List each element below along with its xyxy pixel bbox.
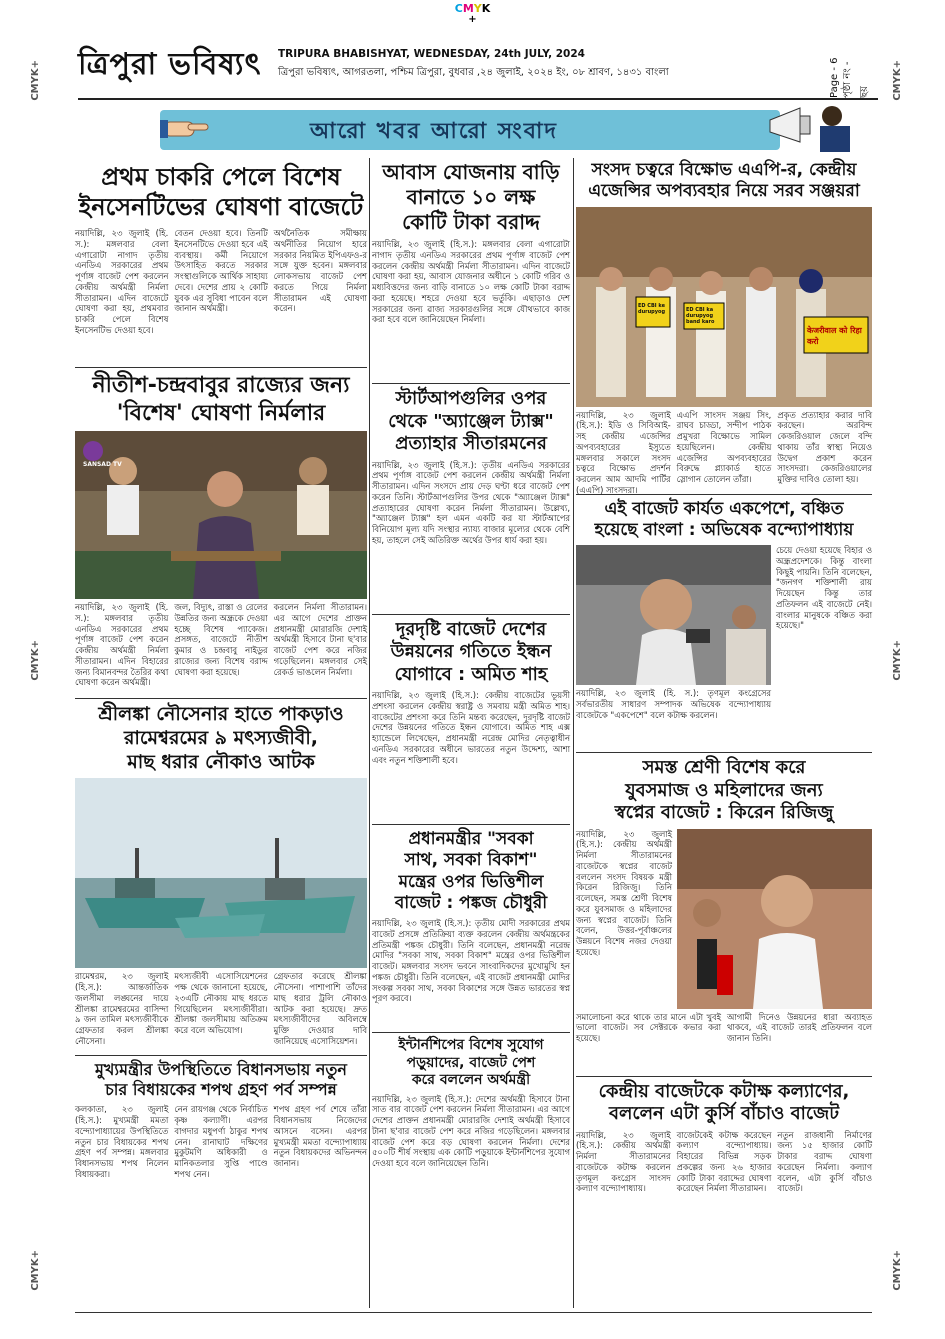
- photo-protest-illustration: [576, 207, 872, 407]
- body-col: বাজেটকেই কটাক্ষ করেছেন কল্যাণ বন্দ্যোপাধ্যায়। বিহারের বিভিন্ন সড়ক প্রকল্পের জন্য ২৬ হাজার কোটি টাকা বরাদ্দের ঘোষণা করেছেন নির্মলা সীতারামন।: [676, 1129, 772, 1194]
- story-special-package: [75, 372, 367, 694]
- story-body: [576, 409, 873, 495]
- masthead-bengali-dateline: ত্রিপুরা ভবিষ্যৎ, আগরতলা, পশ্চিম ত্রিপুরা, বুধবার ,২৪ জুলাই, ২০২৪ ইং, ০৮ শ্রাবণ, ১৪৩১ বাংলা: [278, 67, 669, 78]
- headline: শ্রীলঙ্কা নৌসেনার হাতে পাকড়াও: [98, 703, 344, 725]
- divider: [75, 1055, 367, 1056]
- story-body: [576, 1130, 872, 1202]
- divider: [75, 698, 367, 699]
- story-side-cols: [776, 545, 872, 748]
- masthead: [78, 40, 878, 100]
- story-caption: [576, 1012, 872, 1072]
- headline: যুবসমাজ ও মহিলাদের জন্য: [625, 779, 823, 801]
- registration-plus: +: [468, 14, 477, 25]
- story-body: নয়াদিল্লি, ২৩ জুলাই (হি.স.): তৃতীয় মোদী সরকারের প্রথম বাজেট প্রসঙ্গে প্রতিক্রিয়া ব্যক্ত করলেন কেন্দ্রীয় অর্থমন্ত্রকের প্রতিমন্ত্রী পঙ্কজ চৌধুরী। তিনি বলেছেন, প্রধানমন্ত্রী নরেন্দ্র মোদির "সবকা সাথ, সবকা বিকাশ" মন্ত্রের ওপর ভিত্তিশীল বাজেট। মঙ্গলবার সংসদ ভবনে সাংবাদিকদের মুখোমুখি হন পঙ্কজ চৌধুরী। তিনি বলেছেন, এই বাজেট প্রধানমন্ত্রী মোদির সংকল্প সবকা সাথ, সবকা বিকাশের সঙ্গে উন্নত ভারতের স্বপ্ন পূরণ করবে।: [372, 918, 570, 1004]
- protest-placard: केजरीवाल को रिहा करो: [807, 325, 862, 346]
- body-col: নতুন রাজধানী নির্মাণের জন্য ১৫ হাজার কোটি টাকার বরাদ্দ ঘোষণা করেছেন নির্মলা। কল্যাণ বলেন, এটা কুর্সি বাঁচাও বাজেট।: [777, 1129, 873, 1194]
- body-col: প্রকৃত প্রত্যাহার করার দাবি করছেন। অরবিন্দ কেজরিওয়াল জেলে বন্দি থাকায় তাঁর স্বাস্থ্য নিয়েও উদ্বেগ প্রকাশ করেন সাংসদরা। কেজরিওয়ালের মুক্তির দাবিও তোলা হয়।: [777, 409, 873, 484]
- cmyk-m: M: [462, 2, 474, 15]
- story-aap-protest: [576, 158, 873, 495]
- headline: স্বপ্নের বাজেট : কিরেন রিজিজু: [614, 802, 834, 823]
- story-body: নয়াদিল্লি, ২৩ জুলাই (হি.স.): মঙ্গলবার বেলা এগারোটা নাগাদ তৃতীয় এনডিএ সরকারের প্রথম পূর্ণাঙ্গ বাজেট পেশ করলেন কেন্দ্রীয় অর্থমন্ত্রী নির্মলা সীতারামন। এদিন বাজেটে ঘোষণা করা হয়, আবাস যোজনার অধীনে ১ কোটি গরিব ও মধ্যবিত্তদের জন্য বাড়ি বানাতে ১০ লক্ষ কোটি টাকা বরাদ্দ করা হয়েছে। শহরে দেওয়া হবে ভর্তুকি। এছাড়াও দেশ সরকারের জন্য ৱাজ্য সরকারগুলির সঙ্গে যৌথভাবে কাজ করা হবে বলে জানিয়েছেন নির্মলা।: [372, 239, 570, 325]
- headline: করে বললেন অর্থমন্ত্রী: [411, 1072, 531, 1088]
- divider: [372, 1032, 570, 1033]
- photo-kiren-rijiju: [677, 829, 872, 1009]
- story-amit-shah: [372, 619, 570, 821]
- column-rule-1: [369, 158, 370, 1308]
- body-col: নয়াদিল্লি, ২৩ জুলাই (হি. স.): মঙ্গলবার বেলা এগারোটা নাগাদ তৃতীয় এনডিএ সরকারের প্রথম পূর্ণাঙ্গ বাজেট পেশ করলেন কেন্দ্রীয় অর্থমন্ত্রী নির্মলা সীতারামন। এদিন বাজেটে ঘোষণা করা হয়, প্রথমবার চাকরি পেলে বিশেষ ইনসেনটিভ দেওয়া হবে।: [75, 228, 169, 335]
- side-cmyk-left-mid: CMYK+: [30, 640, 41, 681]
- divider: [372, 824, 570, 825]
- story-body: [75, 971, 367, 1051]
- protest-placard: ED CBI ke durupyog: [638, 302, 666, 315]
- headline: বানাতে ১০ লক্ষ: [406, 185, 536, 209]
- story-angel-tax: [372, 388, 570, 610]
- headline: স্টার্টআপগুলির ওপর: [395, 388, 547, 409]
- photo-caption: নয়াদিল্লি, ২৩ জুলাই (হি. স.): তৃণমূল কংগ্রেসের সর্বভারতীয় সাধারণ সম্পাদক অভিষেক বন্দ্যোপাধ্যায় বাজেটকে "একপেশে" বলে কটাক্ষ করলেন।: [576, 688, 771, 720]
- photo-fishing-boats: [75, 778, 367, 968]
- cmyk-y: Y: [473, 2, 482, 15]
- side-cmyk-right-top: CMYK+: [892, 60, 903, 101]
- body-col: এএপি সাংসদ সঞ্জয় সিং, রাঘব চাড্ডা, সন্দীপ পাঠক প্রমুখরা বিক্ষোভে সামিল হয়েছিলেন। কেন্দ্রীয় এজেন্সির অপব্যবহারের বিরুদ্ধে প্ল্যাকার্ড হাতে স্লোগান তোলেন তাঁরা।: [676, 409, 772, 484]
- caption-col: আগামী দিনেও উন্নয়নের ধারা অব্যাহত থাকবে, এই বাজেট তারই প্রতিফলন বলে জানান তিনি।: [727, 1011, 872, 1043]
- megaphone-woman-icon: [760, 102, 870, 152]
- photo-rijiju-illustration: [677, 829, 872, 1009]
- body-col: মৎস্যজীবী এসোসিয়েশনের পক্ষ থেকে জানানো হয়েছে, ২৩এটি নৌকায় মাছ ধরতে গিয়েছিলেন মৎস্যজীবীরা। শ্রীলঙ্কা জলসীমায় অতিক্রম করে বলে অভিযোগ।: [174, 971, 268, 1035]
- headline: সমস্ত শ্রেণী বিশেষ করে: [642, 757, 806, 778]
- channel-watermark: SANSAD TV: [83, 461, 122, 468]
- divider: [372, 383, 570, 384]
- headline: যোগাবে : অমিত শাহ: [394, 663, 548, 685]
- body-col: জল, বিদ্যুৎ, রাস্তা ও রেলের উন্নতির জন্য অন্ধ্রকে দেওয়া হচ্ছে বিশেষ প্যাকেজ। প্রসঙ্গত, বাজেটে নীতীশ কুমার ও চন্দ্রবাবু নাইডুর রাজ্যের জন্য বিশেষ বরাদ্দ ঘোষণা করা হয়েছে।: [174, 602, 268, 677]
- headline: ইনসেনটিভের ঘোষণা বাজেটে: [78, 193, 364, 221]
- body-col: নয়াদিল্লি, ২৩ জুলাই (হি. স.): মঙ্গলবার তৃতীয় এনডিএ সরকারের প্রথম পূর্ণাঙ্গ বাজেট পেশ করেন কেন্দ্রীয় অর্থমন্ত্রী নির্মলা সীতারামন। এদিন বিহারের জন্য বিমানবন্দর তৈরির কথা ঘোষণা করেন অর্থমন্ত্রী।: [75, 602, 169, 688]
- story-body: [75, 602, 367, 694]
- column-rule-2: [573, 158, 574, 1308]
- side-cmyk-right-bottom: CMYK+: [892, 1250, 903, 1291]
- headline: দূরদৃষ্টি বাজেট দেশের: [395, 618, 547, 640]
- headline: মাছ ধরার নৌকাও আটক: [127, 750, 315, 773]
- body-col: শপথ গ্রহণ পর্ব শেষে তাঁরা বিধানসভায় নিজেদের আসনে বসেন। এরপর মুখ্যমন্ত্রী মমতা বন্দ্যোপাধ্যায় নতুন বিধায়কদের অভিনন্দন জানান।: [273, 1104, 367, 1168]
- story-abhishek: [576, 499, 872, 749]
- story-fishermen-arrest: [75, 703, 367, 1051]
- photo-abhishek-illustration: [576, 545, 771, 685]
- body-col: অর্থনৈতিক সমীক্ষায় অর্থনীতির নিয়োগ হারে সরকার নিয়মিত ইপিএফও-র সঙ্গে যুক্ত হবেন। মঙ্গলবার লোকসভায় বাজেট পেশ করতে গিয়ে নির্মলা সীতারামন এই ঘোষণা করেন।: [273, 228, 367, 314]
- headline: প্রথম চাকরি পেলে বিশেষ: [101, 163, 341, 191]
- story-body: নয়াদিল্লি, ২৩ জুলাই (হি.স.): দেশের অর্থমন্ত্রী হিসাবে টানা সাত বার বাজেট পেশ করলেন নির্মলা সীতারামন। এর আগে দেশের প্রাক্তন প্রধানমন্ত্রী মোরারজি দেশাই অর্থমন্ত্রী হিসাবে টানা ছ'বার বাজেট পেশ করে নজির গড়েছিলেন। মঙ্গলবার বাজেট পেশ করে বড় ঘোষণা করলেন নির্মলা। দেশের ৫০০টি শীর্ষ সংস্থায় এক কোটি পড়ুয়াকে ইন্টার্নশিপের সুযোগ দেওয়া হবে বলে জানিয়েছেন তিনি।: [372, 1093, 570, 1168]
- headline: কেন্দ্রীয় বাজেটকে কটাক্ষ কল্যাণের,: [598, 1080, 850, 1102]
- side-cmyk-left-bottom: CMYK+: [30, 1250, 41, 1291]
- page-bottom-rule: [75, 1312, 872, 1313]
- body-col: নেন রায়গঞ্জ থেকে নির্বাচিত কৃষ্ণ কল্যাণী। এরপর বাগদার মধুপর্ণা ঠাকুর শপথ নেন। রানাঘাট দক্ষিণের মুকুটমণি অধিকারী ও মানিকতলার সুপ্তি পাণ্ডে শপথ নেন।: [174, 1104, 268, 1179]
- story-awas-yojana: [372, 158, 570, 379]
- divider: [576, 752, 872, 753]
- story-kiren-rijiju: [576, 757, 872, 1072]
- divider: [372, 614, 570, 615]
- pointing-hand-icon: [160, 108, 210, 144]
- headline: এই বাজেট কার্যত একপেশে, বঞ্চিত: [604, 498, 844, 519]
- headline: নীতীশ-চন্দ্রবাবুর রাজ্যের জন্য: [92, 373, 350, 398]
- headline: পড়ুয়াদের, বাজেট পেশ: [406, 1054, 536, 1071]
- photo-block: [576, 545, 771, 748]
- headline: প্রধানমন্ত্রীর "সবকা: [408, 829, 534, 849]
- protest-placard: ED CBI ka durupyog band karo: [686, 306, 715, 325]
- cmyk-print-mark: [0, 2, 945, 25]
- photo-nirmala-parliament: [75, 431, 367, 599]
- story-body: [75, 228, 367, 363]
- caption-col: সমালোচনা করে থাকে তার মানে এটা খুবই ভালো বাজেট। সব সেক্টরকে কভার করা হয়েছে।: [576, 1011, 721, 1043]
- section-banner: [160, 110, 780, 150]
- body-col: নয়াদিল্লি, ২৩ জুলাই (হি.স.): কেন্দ্রীয় অর্থমন্ত্রী নির্মলা সীতারামনের বাজেটকে স্বপ্নের বাজেট বললেন সংসদ বিষয়ক মন্ত্রী কিরেন রিজিজু। তিনি বলেছেন, সমস্ত শ্রেণী বিশেষ করে যুবসমাজ ও মহিলাদের জন্য স্বপ্নের বাজেট। তিনি বলেন, উত্তর-পূর্বাঞ্চলের উন্নয়নে বিশেষ নজর দেওয়া হয়েছে।: [576, 828, 672, 957]
- photo-boats-illustration: [75, 778, 367, 968]
- headline: সংসদ চত্বরে বিক্ষোভ এএপি-র, কেন্দ্রীয়: [591, 160, 857, 180]
- headline: প্রত্যাহার সীতারমনের: [395, 433, 547, 454]
- body-col: কলকাতা, ২৩ জুলাই (হি.স.): মুখ্যমন্ত্রী মমতা বন্দ্যোপাধ্যায়ের উপস্থিতিতে নতুন চার বিধায়কের শপথ গ্রহণ পর্ব সম্পন্ন। মঙ্গলবার বিধানসভায় শপথ নিলেন বিধায়করা।: [75, 1104, 169, 1179]
- headline: রামেশ্বরমের ৯ মৎস্যজীবী,: [123, 726, 319, 749]
- story-body: [576, 829, 872, 1009]
- body-col: বেতন দেওয়া হবে। তিনটি ইনসেনটিভে দেওয়া হবে এই ব্যবস্থায়। কর্মী নিয়োগে উৎসাহিত করতে সরকার সংস্থাগুলিকে আর্থিক সাহায্য দেবে। দেশের প্রায় ২ কোটি যুবক এর সুবিধা পাবেন বলে জানান অর্থমন্ত্রী।: [174, 228, 268, 314]
- headline: কোটি টাকা বরাদ্দ: [402, 210, 540, 234]
- column-1: [75, 158, 367, 1179]
- newspaper-title: ত্রিপুরা ভবিষ্যৎ: [78, 47, 262, 82]
- headline: 'বিশেষ' ঘোষণা নির্মলার: [116, 400, 326, 426]
- story-body: নয়াদিল্লি, ২৩ জুলাই (হি.স.): কেন্দ্রীয় বাজেটের ভূয়সী প্রশংসা করলেন কেন্দ্রীয় স্বরাষ্ট্র ও সমবায় মন্ত্রী অমিত শাহ। বাজেটের প্রশংসা করে তিনি মন্তব্য করেছেন, দূরদৃষ্টি বাজেট দেশের উন্নয়নের গতিতে ইন্ধন যোগাবে। অমিত শাহ এক্স হ্যান্ডেলে লিখেছেন, প্রধানমন্ত্রী নরেন্দ্র মোদির নেতৃত্বাধীন এনডিএ সরকারের অধীনে ভারতের নতুন উদ্দেশ্য, আশা এবং নতুন শক্তিশালী হবে।: [372, 690, 570, 765]
- photo-aap-protest: [576, 207, 872, 407]
- column-2: [372, 158, 570, 1204]
- cmyk-c: C: [454, 2, 463, 15]
- headline: বাজেট : পঙ্কজ চৌধুরী: [394, 892, 548, 913]
- photo-abhishek: [576, 545, 771, 685]
- body-col: রামেশ্বরম, ২৩ জুলাই (হি.স.): আন্তর্জাতিক জলসীমা লঙ্ঘনের দায়ে শ্রীলঙ্কা রামেশ্বরমের বাসিন্দা ৯ জন তামিল মৎস্যজীবীকে গ্রেফতার করল শ্রীলঙ্কা নৌসেনা।: [75, 971, 169, 1046]
- headline: হয়েছে বাংলা : অভিষেক বন্দ্যোপাধ্যায়: [594, 519, 854, 540]
- story-first-job-incentive: [75, 158, 367, 363]
- body-col: চেয়ে দেওয়া হয়েছে বিহার ও অন্ধ্রপ্রদেশকে। কিন্তু বাংলা কিছুই পায়নি। তিনি বলেছেন, "জনগণ শক্তিশালী রায় দিয়েছেন কিন্তু তার প্রতিফলন এই বাজেটে নেই। বাংলার মানুষকে বঞ্চিত করা হয়েছে।": [776, 545, 872, 631]
- headline: মুখ্যমন্ত্রীর উপস্থিতিতে বিধানসভায় নতুন: [95, 1060, 347, 1080]
- headline: আবাস যোজনায় বাড়ি: [382, 160, 560, 184]
- story-body: নয়াদিল্লি, ২৩ জুলাই (হি.স.): তৃতীয় এনডিএ সরকারের প্রথম পূর্ণাঙ্গ বাজেট পেশ করলেন কেন্দ্রীয় অর্থমন্ত্রী নির্মলা সীতারামন। এদিন সংসদে প্রায় দেড় ঘণ্টা ধরে বাজেট পেশ করেন তিনি। স্টার্টআপগুলির উপর থেকে "অ্যাঞ্জেল ট্যাক্স" প্রত্যাহারের ঘোষণা করেন নির্মলা সীতারামন। উল্লেখ্য, "অ্যাঞ্জেল ট্যাক্স" হল এমন একটি কর যা স্টার্টআপের বিনিয়োগ মূল্য যদি সংস্থার ন্যায্য বাজার মূল্যের থেকে বেশি হয়, তাহলে সেই অতিরিক্ত অর্থের উপর ধার্য করা হয়।: [372, 459, 570, 545]
- headline: সাথ, সবকা বিকাশ": [404, 850, 538, 871]
- story-kalyan-banerjee: [576, 1081, 872, 1202]
- headline: থেকে "অ্যাঞ্জেল ট্যাক্স": [388, 410, 554, 432]
- divider: [576, 1076, 872, 1077]
- side-cmyk-right-mid: CMYK+: [892, 640, 903, 681]
- cmyk-k: K: [481, 2, 491, 15]
- column-3: [576, 158, 872, 1202]
- photo-parliament-illustration: [75, 431, 367, 599]
- headline: উন্নয়নের গতিতে ইন্ধন: [390, 641, 552, 662]
- section-banner-text: আরো খবর আরো সংবাদ: [310, 119, 558, 144]
- body-col: গ্রেফতার করেছে শ্রীলঙ্কা নৌসেনা। পাশাপাশি তাঁদের মাছ ধরার ট্রলি নৌকাও আটক করা হয়েছে। দ্রুত মৎস্যজীবীদের অবিলম্বে মুক্তি দেওয়ার দাবি জানিয়েছে এসোসিয়েশন।: [273, 971, 367, 1046]
- body-col: করলেন নির্মলা সীতারামন। এর আগে দেশের প্রাক্তন প্রধানমন্ত্রী মোরারজি দেশাই অর্থমন্ত্রী হিসাবে টানা ছ'বার বাজেট পেশ করে নজির গড়েছিলেন। মঙ্গলবার সেই রেকর্ড ভাঙলেন নির্মলা।: [273, 602, 367, 677]
- body-col: নয়াদিল্লি, ২৩ জুলাই (হি.স.): কেন্দ্রীয় অর্থমন্ত্রী নির্মলা সীতারামনের বাজেটকে কটাক্ষ করলেন তৃণমূল কংগ্রেস সাংসদ কল্যাণ বন্দ্যোপাধ্যায়।: [576, 1129, 671, 1194]
- story-internship: [372, 1037, 570, 1204]
- headline: মন্ত্রের ওপর ভিত্তিশীল: [398, 871, 544, 892]
- story-pankaj-chaudhary: [372, 829, 570, 1028]
- story-oath-ceremony: [75, 1060, 367, 1179]
- body-col: নয়াদিল্লি, ২৩ জুলাই (হি.স.): ইডি ও সিবিআই-সহ কেন্দ্রীয় এজেন্সির অপব্যবহারের ইস্যুতে মঙ্গলবার সকালে সংসদ চত্বরে বিক্ষোভ প্রদর্শন করলেন আম আদমি পার্টির (এএপি) সাংসদরা।: [576, 409, 671, 495]
- divider: [75, 367, 367, 368]
- side-cmyk-left-top: CMYK+: [30, 60, 41, 101]
- headline: বললেন এটা কুর্সি বাঁচাও বাজেট: [608, 1103, 840, 1124]
- page-number: Page - 6 পৃষ্ঠা নং - ছয়: [829, 57, 870, 98]
- headline: চার বিধায়কের শপথ গ্রহণ পর্ব সম্পন্ন: [105, 1080, 337, 1100]
- headline: এজেন্সির অপব্যবহার নিয়ে সরব সঞ্জয়রা: [588, 181, 860, 202]
- masthead-english-dateline: TRIPURA BHABISHYAT, WEDNESDAY, 24th JULY, 2024: [278, 48, 585, 60]
- story-body: [75, 1104, 367, 1179]
- headline: ইন্টার্নশিপের বিশেষ সুযোগ: [398, 1037, 544, 1053]
- story-body: [576, 545, 872, 748]
